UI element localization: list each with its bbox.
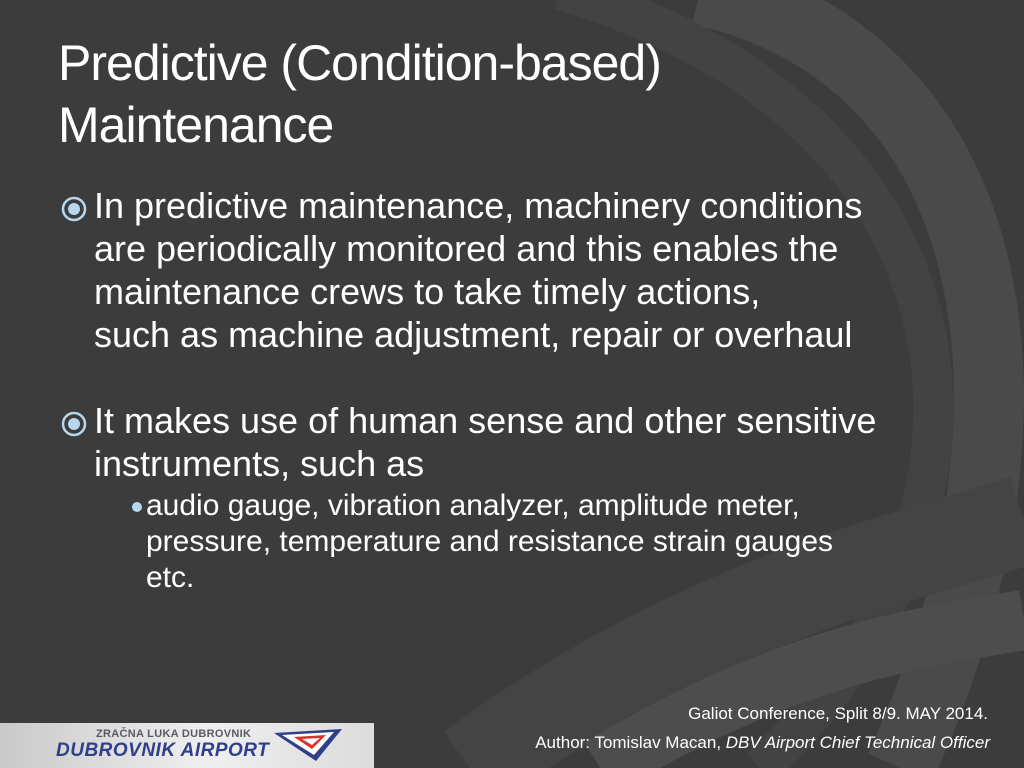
bullet-item	[60, 399, 880, 596]
footer-author-role: DBV Airport Chief Technical Officer	[725, 733, 990, 752]
airport-emblem-icon	[272, 725, 344, 765]
sub-bullet-item	[132, 488, 880, 596]
bullet-item	[60, 184, 880, 356]
slide-title-line2: Maintenance	[58, 97, 334, 153]
bullet-text: It makes use of human sense and other sensitive instruments, such as	[94, 400, 877, 484]
footer-author	[535, 733, 990, 753]
bullet-text-part1: In predictive maintenance, machinery conditions are periodically monitored and this enables the maintenance crews to take timely actions,	[94, 185, 863, 312]
logo-top-text: ZRAČNA LUKA DUBROVNIK	[96, 728, 252, 740]
slide-title	[58, 32, 958, 156]
circle-bullet-icon	[60, 195, 88, 223]
dot-bullet-icon	[132, 502, 142, 512]
circle-bullet-icon	[60, 410, 88, 438]
footer-conference: Galiot Conference, Split 8/9. MAY 2014.	[688, 704, 988, 723]
airport-logo	[0, 723, 374, 768]
logo-main-text: DUBROVNIK AIRPORT	[56, 740, 270, 761]
slide-title-line1: Predictive (Condition-based)	[58, 35, 661, 91]
bullet-text-part2: such as machine adjustment, repair or overhaul	[94, 314, 853, 355]
footer-author-label: Author: Tomislav Macan,	[535, 733, 726, 752]
slide-content	[60, 184, 880, 596]
sub-bullet-text: audio gauge, vibration analyzer, amplitude meter, pressure, temperature and resistance strain gauges etc.	[146, 489, 834, 594]
